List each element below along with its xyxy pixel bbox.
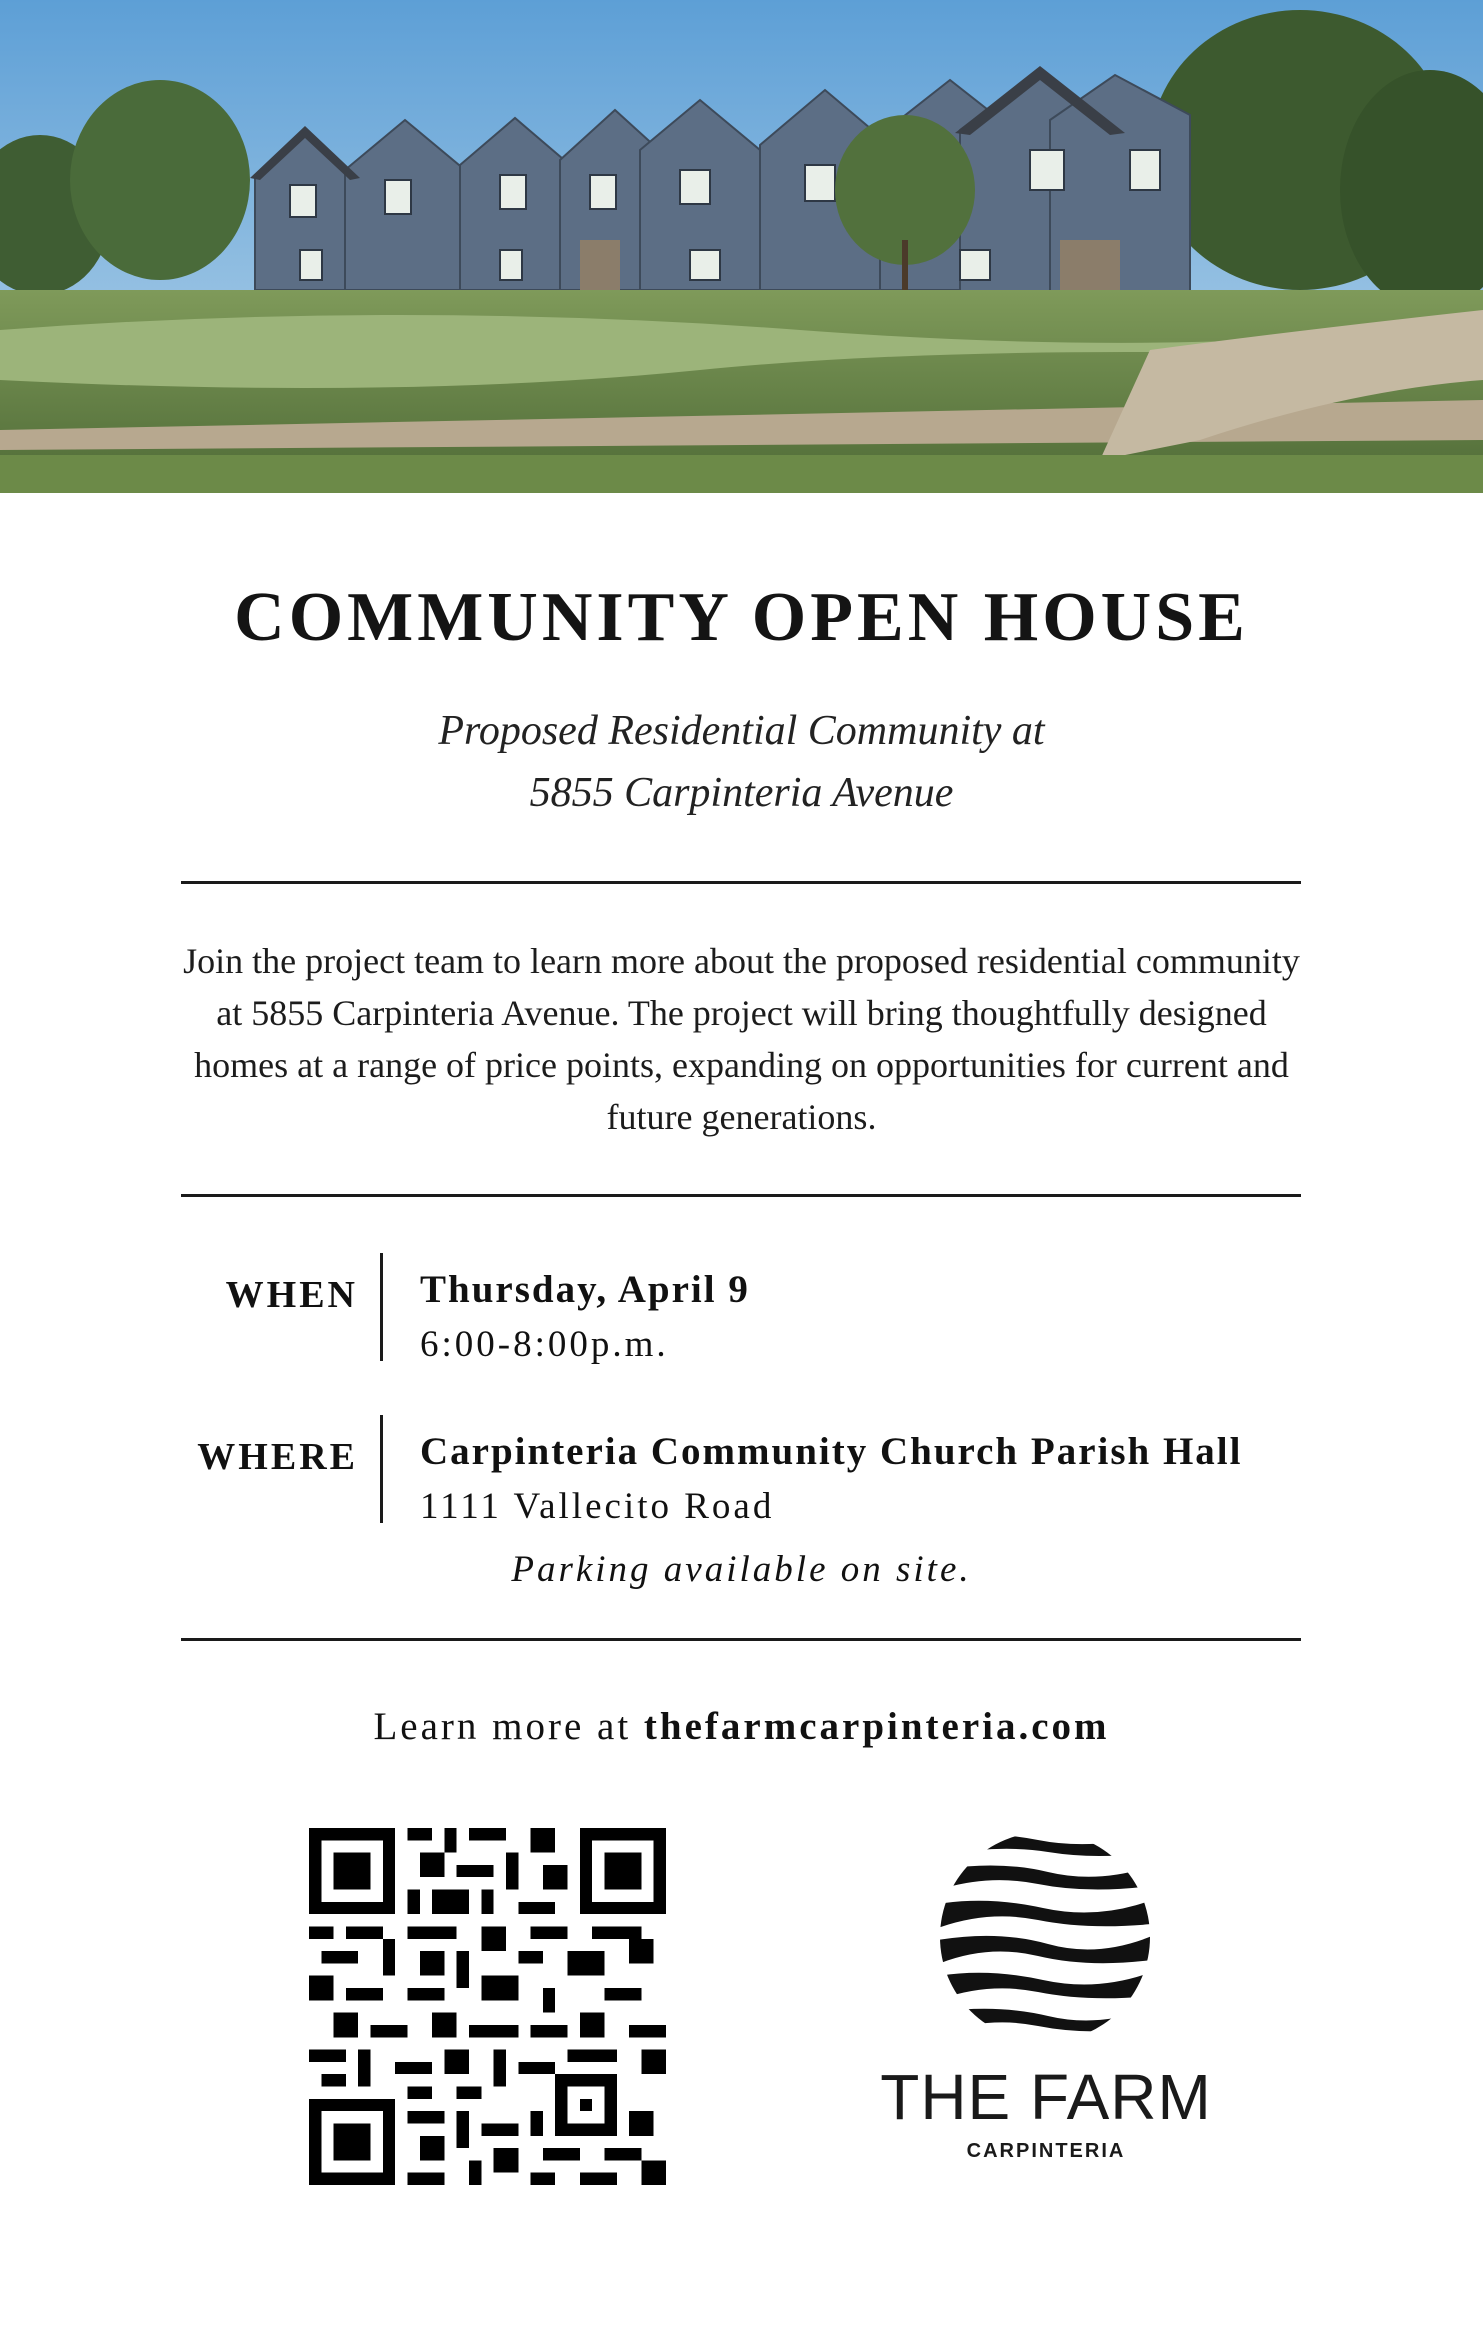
hero-image [0,0,1483,493]
logo-subtitle: CARPINTERIA [966,2140,1126,2162]
subtitle [0,700,1483,824]
striped-circle-logo-icon [938,1830,1152,2044]
learn-more-prefix: Learn more at [373,1705,632,1748]
parking-note: Parking available on site. [511,1549,972,1590]
when-divider [380,1253,383,1361]
divider-top [181,881,1301,884]
when-date: Thursday, April 9 [420,1268,750,1311]
qr-code-icon[interactable] [309,1828,666,2185]
divider-bottom [181,1638,1301,1641]
where-address: 1111 Vallecito Road [420,1486,775,1527]
divider-middle [181,1194,1301,1197]
website-link[interactable]: thefarmcarpinteria.com [643,1705,1110,1748]
intro-paragraph: Join the project team to learn more about the proposed residential community at 5855 Carpinteria Avenue. The project will bring thoughtfully designed homes at a range of price points, expanding on opportunities for current and future generations. [183,941,1300,1137]
subtitle-line-1: Proposed Residential Community at [438,708,1045,754]
subtitle-line-2: 5855 Carpinteria Avenue [529,770,954,816]
page-title: COMMUNITY OPEN HOUSE [234,579,1249,656]
when-section [0,1253,1483,1363]
where-divider [380,1415,383,1523]
learn-more [0,1704,1483,1749]
logo-name: THE FARM [880,2061,1212,2133]
when-label: WHEN [225,1274,358,1316]
where-venue: Carpinteria Community Church Parish Hall [420,1430,1243,1473]
when-time: 6:00-8:00p.m. [420,1324,669,1365]
where-label: WHERE [197,1436,358,1478]
townhome-rendering-image [0,0,1483,493]
where-section [0,1415,1483,1525]
